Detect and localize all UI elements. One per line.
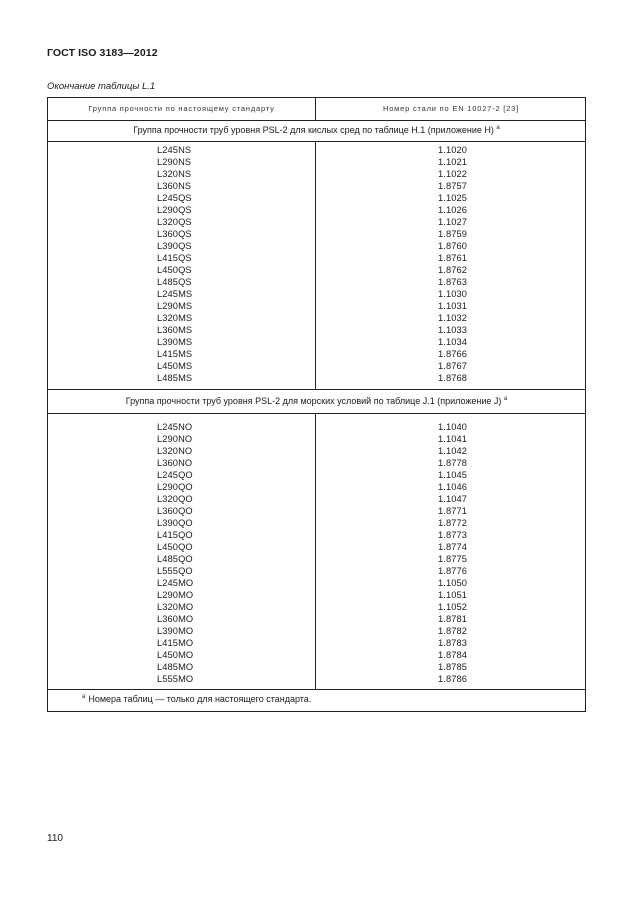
grade-cell: L555MO [157,674,194,684]
steel-number-cell: 1.8776 [438,566,468,576]
steel-number-cell: 1.1033 [438,325,468,335]
steel-number-cell: 1.8778 [438,458,468,468]
grade-cell: L415MS [157,349,193,359]
steel-number-cell: 1.8773 [438,530,468,540]
grade-cell: L450MS [157,361,193,371]
steel-number-cell: 1.8781 [438,614,468,624]
steel-number-cell: 1.1040 [438,422,468,432]
grade-cell: L390QS [157,241,192,251]
grade-cell: L415QO [157,530,193,540]
steel-number-cell: 1.8763 [438,277,468,287]
steel-number-cell: 1.1027 [438,217,468,227]
steel-number-cell: 1.1025 [438,193,468,203]
steel-number-cell: 1.1030 [438,289,468,299]
grade-cell: L290NS [157,157,192,167]
grade-cell: L485QS [157,277,192,287]
grade-cell: L415QS [157,253,192,263]
steel-number-cell: 1.8759 [438,229,468,239]
grade-cell: L320QO [157,494,193,504]
column-divider [315,141,316,389]
steel-number-cell: 1.1026 [438,205,468,215]
grade-cell: L450QO [157,542,193,552]
steel-number-cell: 1.8784 [438,650,468,660]
steel-number-cell: 1.8766 [438,349,468,359]
steel-number-cell: 1.8774 [438,542,468,552]
grade-cell: L390MS [157,337,193,347]
grade-cell: L245MO [157,578,194,588]
grade-cell: L290MS [157,301,193,311]
standard-header: ГОСТ ISO 3183—2012 [47,47,158,59]
grade-cell: L320MO [157,602,194,612]
grade-cell: L320NS [157,169,192,179]
grade-cell: L320NO [157,446,193,456]
grade-cell: L290MO [157,590,194,600]
steel-number-cell: 1.1046 [438,482,468,492]
steel-number-cell: 1.8771 [438,506,468,516]
table-caption: Окончание таблицы L.1 [47,81,156,92]
group1-steel-number-column [438,144,467,384]
steel-number-cell: 1.1034 [438,337,468,347]
steel-number-cell: 1.8761 [438,253,468,263]
steel-number-cell: 1.1045 [438,470,468,480]
grade-cell: L450QS [157,265,192,275]
steel-number-cell: 1.1021 [438,157,468,167]
grade-cell: L360MO [157,614,194,624]
grade-cell: L360MS [157,325,193,335]
grade-cell: L245NS [157,145,192,155]
group-title-text: Группа прочности труб уровня PSL-2 для морских условий по таблице J.1 (приложение J) [125,396,502,406]
steel-number-cell: 1.8772 [438,518,468,528]
grade-cell: L390MO [157,626,194,636]
grade-cell: L290NO [157,434,193,444]
grade-cell: L390QO [157,518,193,528]
steel-number-cell: 1.1047 [438,494,468,504]
steel-number-cell: 1.1050 [438,578,468,588]
steel-number-cell: 1.1022 [438,169,468,179]
grade-cell: L360NO [157,458,193,468]
row-separator [48,413,585,414]
group2-grade-column [157,421,193,685]
column-divider [315,413,316,689]
steel-number-cell: 1.1032 [438,313,468,323]
steel-number-cell: 1.1051 [438,590,468,600]
grade-cell: L450MO [157,650,194,660]
grade-cell: L245NO [157,422,193,432]
footnote-marker: a [496,125,500,131]
grade-cell: L360QS [157,229,192,239]
grade-cell: L320QS [157,217,192,227]
group2-steel-number-column [438,421,467,685]
table-footnote [82,694,311,704]
grade-cell: L245QS [157,193,192,203]
header-divider [315,98,316,120]
row-separator [48,689,585,690]
grade-cell: L360QO [157,506,193,516]
page-number: 110 [47,833,63,844]
group-title-sour-service [48,120,585,141]
steel-number-cell: 1.1052 [438,602,468,612]
grade-cell: L290QO [157,482,193,492]
column-header-steel-number: Номер стали по EN 10027-2 [23] [382,104,520,113]
group-title-offshore [48,389,585,413]
steel-number-cell: 1.8757 [438,181,468,191]
steel-number-cell: 1.8775 [438,554,468,564]
grade-cell: L320MS [157,313,193,323]
steel-number-cell: 1.8783 [438,638,468,648]
steel-number-cell: 1.8760 [438,241,468,251]
grade-cell: L485QO [157,554,193,564]
steel-number-cell: 1.1042 [438,446,468,456]
column-header-strength-group: Группа прочности по настоящему стандарту [88,104,275,113]
steel-number-cell: 1.8786 [438,674,468,684]
grade-cell: L485MO [157,662,194,672]
grade-cell: L415MO [157,638,194,648]
steel-number-cell: 1.8767 [438,361,468,371]
footnote-text: Номера таблиц — только для настоящего стандарта. [88,694,312,704]
row-separator [48,141,585,142]
steel-number-cell: 1.8768 [438,373,468,383]
grade-cell: L245MS [157,289,193,299]
steel-number-cell: 1.1041 [438,434,468,444]
grade-cell: L360NS [157,181,192,191]
group-title-text: Группа прочности труб уровня PSL-2 для кислых сред по таблице H.1 (приложение H) [133,125,494,135]
footnote-marker: a [503,396,508,402]
grade-cell: L245QO [157,470,193,480]
grade-cell: L555QO [157,566,193,576]
steel-number-cell: 1.8785 [438,662,468,672]
grade-cell: L290QS [157,205,192,215]
steel-number-cell: 1.8762 [438,265,468,275]
grade-cell: L485MS [157,373,193,383]
steel-grade-table [47,97,586,712]
group1-grade-column [157,144,192,384]
steel-number-cell: 1.1031 [438,301,468,311]
steel-number-cell: 1.8782 [438,626,468,636]
footnote-marker: a [82,694,86,700]
steel-number-cell: 1.1020 [438,145,468,155]
